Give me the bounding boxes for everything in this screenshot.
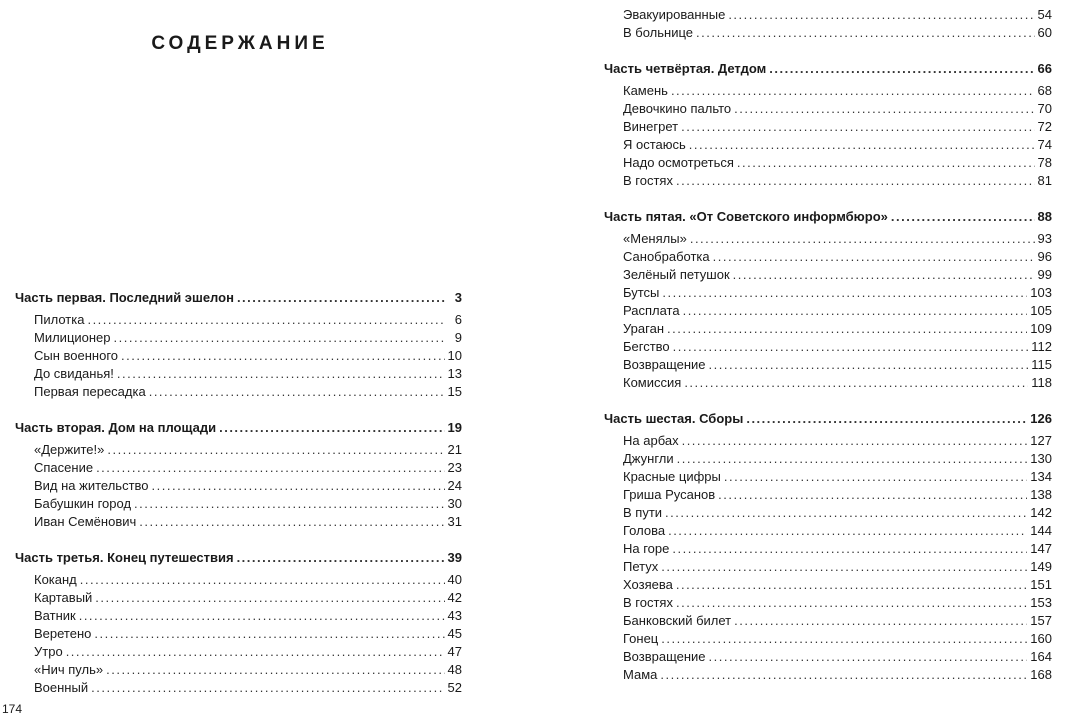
chapter-entry[interactable] — [604, 172, 1052, 190]
chapter-entry-page: 93 — [1037, 231, 1052, 246]
part-heading[interactable] — [604, 60, 1052, 78]
chapter-entry-title: Надо осмотреться — [623, 155, 734, 170]
dot-leader — [713, 248, 1035, 266]
dot-leader — [661, 558, 1027, 576]
chapter-entry[interactable] — [15, 625, 462, 643]
toc-part — [15, 419, 462, 531]
toc-right-column — [604, 6, 1052, 702]
chapter-entry[interactable] — [604, 136, 1052, 154]
chapter-entry-title: Банковский билет — [623, 613, 732, 628]
chapter-entry-page: 105 — [1030, 303, 1052, 318]
chapter-entry-title: Ураган — [623, 321, 664, 336]
chapter-entry[interactable] — [604, 648, 1052, 666]
chapter-entry-title: Красные цифры — [623, 469, 721, 484]
chapter-entry[interactable] — [604, 630, 1052, 648]
chapter-entry-title: Картавый — [34, 590, 93, 605]
dot-leader — [891, 208, 1035, 226]
chapter-entry-page: 115 — [1031, 357, 1052, 372]
chapter-entry-title: Коканд — [34, 572, 77, 587]
chapter-entry-title: «Держите!» — [34, 442, 105, 457]
chapter-entry-title: Веретено — [34, 626, 92, 641]
chapter-entry[interactable] — [604, 6, 1052, 24]
chapter-entry-title: Бабушкин город — [34, 496, 132, 511]
chapter-entry-title: До свиданья! — [34, 366, 114, 381]
dot-leader — [677, 450, 1028, 468]
chapter-entry-title: Первая пересадка — [34, 384, 146, 399]
toc-part — [15, 549, 462, 697]
chapter-entry[interactable] — [15, 383, 462, 401]
dot-leader — [152, 477, 445, 495]
part-heading-title: Часть шестая. Сборы — [604, 411, 744, 426]
chapter-entry[interactable] — [604, 594, 1052, 612]
dot-leader — [733, 266, 1035, 284]
toc-part — [604, 60, 1052, 190]
chapter-entry-title: В больнице — [623, 25, 694, 40]
chapter-entry-title: Мама — [623, 667, 658, 682]
part-heading-page: 66 — [1037, 61, 1052, 76]
chapter-entry[interactable] — [15, 347, 462, 365]
chapter-entry[interactable] — [604, 248, 1052, 266]
toc-part — [15, 289, 462, 401]
chapter-entry[interactable] — [15, 459, 462, 477]
dot-leader — [724, 468, 1027, 486]
chapter-entry-title: «Менялы» — [623, 231, 687, 246]
chapter-entry-page: 9 — [454, 330, 462, 345]
chapter-entry[interactable] — [604, 24, 1052, 42]
chapter-entry-title: Джунгли — [623, 451, 674, 466]
chapter-entry-page: 164 — [1030, 649, 1052, 664]
chapter-entry[interactable] — [604, 100, 1052, 118]
chapter-entry[interactable] — [604, 82, 1052, 100]
chapter-entry-page: 168 — [1030, 667, 1052, 682]
chapter-entry-title: Утро — [34, 644, 63, 659]
part-heading[interactable] — [15, 289, 462, 307]
toc-part — [604, 410, 1052, 684]
dot-leader — [737, 154, 1035, 172]
dot-leader — [665, 504, 1027, 522]
dot-leader — [709, 356, 1029, 374]
dot-leader — [95, 589, 444, 607]
chapter-entry[interactable] — [604, 154, 1052, 172]
dot-leader — [709, 648, 1028, 666]
chapter-entry[interactable] — [15, 679, 462, 697]
chapter-entry[interactable] — [604, 374, 1052, 392]
chapter-entry[interactable] — [15, 495, 462, 513]
chapter-entry-page: 142 — [1030, 505, 1052, 520]
chapter-entry-page: 118 — [1031, 375, 1052, 390]
chapter-entry[interactable] — [604, 612, 1052, 630]
chapter-entry-page: 144 — [1030, 523, 1052, 538]
chapter-entry-page: 112 — [1031, 339, 1052, 354]
chapter-entry-page: 21 — [447, 442, 462, 457]
dot-leader — [673, 338, 1029, 356]
dot-leader — [667, 320, 1027, 338]
chapter-entry-title: Вид на жительство — [34, 478, 149, 493]
dot-leader — [121, 347, 445, 365]
chapter-entry-page: 6 — [454, 312, 462, 327]
chapter-entry[interactable] — [15, 571, 462, 589]
dot-leader — [661, 630, 1027, 648]
chapter-entry-page: 70 — [1037, 101, 1052, 116]
part-heading-title: Часть первая. Последний эшелон — [15, 290, 234, 305]
chapter-entry-title: Девочкино пальто — [623, 101, 732, 116]
chapter-entry-title: Бегство — [623, 339, 670, 354]
dot-leader — [696, 24, 1035, 42]
dot-leader — [681, 118, 1034, 136]
chapter-entry-page: 15 — [447, 384, 462, 399]
dot-leader — [219, 419, 444, 437]
chapter-entry[interactable] — [604, 504, 1052, 522]
chapter-entry-page: 60 — [1037, 25, 1052, 40]
dot-leader — [668, 522, 1027, 540]
chapter-entry-page: 40 — [447, 572, 462, 587]
chapter-entry-title: На горе — [623, 541, 670, 556]
chapter-entry-title: Я остаюсь — [623, 137, 686, 152]
chapter-entry-page: 138 — [1030, 487, 1052, 502]
chapter-entry-title: Пилотка — [34, 312, 85, 327]
dot-leader — [734, 100, 1034, 118]
chapter-entry-page: 160 — [1030, 631, 1052, 646]
chapter-entry[interactable] — [15, 661, 462, 679]
dot-leader — [79, 607, 445, 625]
dot-leader — [94, 625, 444, 643]
dot-leader — [684, 374, 1028, 392]
chapter-entry-page: 30 — [447, 496, 462, 511]
chapter-entry-page: 153 — [1030, 595, 1052, 610]
chapter-entry-page: 74 — [1037, 137, 1052, 152]
dot-leader — [66, 643, 445, 661]
chapter-entry[interactable] — [604, 118, 1052, 136]
chapter-entry-page: 31 — [447, 514, 462, 529]
chapter-entry-page: 52 — [447, 680, 462, 695]
dot-leader — [117, 365, 445, 383]
chapter-entry-title: Хозяева — [623, 577, 673, 592]
chapter-entry-title: Сын военного — [34, 348, 119, 363]
chapter-entry-title: Расплата — [623, 303, 680, 318]
chapter-entry-page: 54 — [1037, 7, 1052, 22]
toc-part — [604, 208, 1052, 392]
chapter-entry-page: 99 — [1037, 267, 1052, 282]
dot-leader — [87, 311, 445, 329]
chapter-entry[interactable] — [15, 365, 462, 383]
chapter-entry[interactable] — [604, 266, 1052, 284]
chapter-entry-title: В пути — [623, 505, 663, 520]
part-heading[interactable] — [604, 208, 1052, 226]
chapter-entry-page: 68 — [1037, 83, 1052, 98]
chapter-entry-title: Спасение — [34, 460, 94, 475]
dot-leader — [91, 679, 444, 697]
dot-leader — [690, 230, 1035, 248]
chapter-entry-page: 42 — [447, 590, 462, 605]
chapter-entry-title: Зелёный петушок — [623, 267, 730, 282]
chapter-entry[interactable] — [15, 589, 462, 607]
part-heading-page: 3 — [454, 290, 462, 305]
page-number: 174 — [2, 702, 23, 716]
chapter-entry-page: 157 — [1030, 613, 1052, 628]
part-heading[interactable] — [15, 549, 462, 567]
part-heading-title: Часть четвёртая. Детдом — [604, 61, 767, 76]
chapter-entry-page: 10 — [447, 348, 462, 363]
part-heading[interactable] — [604, 410, 1052, 428]
chapter-entry-title: Гонец — [623, 631, 659, 646]
chapter-entry-page: 13 — [447, 366, 462, 381]
chapter-entry[interactable] — [15, 477, 462, 495]
chapter-entry-page: 96 — [1037, 249, 1052, 264]
chapter-entry[interactable] — [604, 230, 1052, 248]
part-heading-title: Часть вторая. Дом на площади — [15, 420, 217, 435]
chapter-entry[interactable] — [604, 468, 1052, 486]
chapter-entry[interactable] — [604, 320, 1052, 338]
dot-leader — [134, 495, 444, 513]
chapter-entry-title: Петух — [623, 559, 659, 574]
chapter-entry-title: Ватник — [34, 608, 76, 623]
chapter-entry-page: 103 — [1030, 285, 1052, 300]
chapter-entry-title: «Нич пуль» — [34, 662, 104, 677]
dot-leader — [746, 410, 1027, 428]
chapter-entry-page: 130 — [1030, 451, 1052, 466]
chapter-entry[interactable] — [15, 513, 462, 531]
part-heading-page: 88 — [1037, 209, 1052, 224]
dot-leader — [734, 612, 1027, 630]
chapter-entry[interactable] — [604, 302, 1052, 320]
right-page — [534, 0, 1068, 725]
chapter-entry[interactable] — [604, 338, 1052, 356]
chapter-entry[interactable] — [604, 356, 1052, 374]
dot-leader — [683, 302, 1028, 320]
dot-leader — [139, 513, 444, 531]
chapter-entry-title: Гриша Русанов — [623, 487, 716, 502]
chapter-entry[interactable] — [604, 486, 1052, 504]
dot-leader — [107, 441, 444, 459]
chapter-entry[interactable] — [604, 540, 1052, 558]
chapter-entry[interactable] — [604, 522, 1052, 540]
toc-left-column — [15, 289, 462, 715]
chapter-entry[interactable] — [15, 643, 462, 661]
chapter-entry-page: 134 — [1030, 469, 1052, 484]
chapter-entry-page: 78 — [1037, 155, 1052, 170]
dot-leader — [676, 594, 1027, 612]
dot-leader — [237, 289, 445, 307]
part-heading-title: Часть третья. Конец путешествия — [15, 550, 234, 565]
chapter-entry[interactable] — [15, 329, 462, 347]
part-heading-page: 126 — [1030, 411, 1052, 426]
dot-leader — [718, 486, 1027, 504]
dot-leader — [689, 136, 1035, 154]
chapter-entry-page: 72 — [1037, 119, 1052, 134]
chapter-entry-page: 24 — [447, 478, 462, 493]
chapter-entry-title: Иван Семёнович — [34, 514, 137, 529]
dot-leader — [676, 172, 1035, 190]
part-heading-title: Часть пятая. «От Советского информбюро» — [604, 209, 888, 224]
chapter-entry-page: 43 — [447, 608, 462, 623]
chapter-entry-title: На арбах — [623, 433, 679, 448]
part-heading-page: 39 — [447, 550, 462, 565]
chapter-entry[interactable] — [604, 284, 1052, 302]
chapter-entry-title: Комиссия — [623, 375, 682, 390]
dot-leader — [149, 383, 445, 401]
chapter-entry-title: Возвращение — [623, 649, 706, 664]
chapter-entry-title: Винегрет — [623, 119, 679, 134]
chapter-entry-page: 147 — [1030, 541, 1052, 556]
chapter-entry-title: В гостях — [623, 173, 673, 188]
chapter-entry-title: Милиционер — [34, 330, 111, 345]
dot-leader — [671, 82, 1035, 100]
chapter-entry[interactable] — [604, 558, 1052, 576]
part-heading-page: 19 — [447, 420, 462, 435]
dot-leader — [80, 571, 445, 589]
dot-leader — [662, 284, 1027, 302]
dot-leader — [114, 329, 445, 347]
chapter-entry-title: Военный — [34, 680, 89, 695]
dot-leader — [769, 60, 1034, 78]
chapter-entry-title: Камень — [623, 83, 668, 98]
dot-leader — [660, 666, 1027, 684]
page-title: СОДЕРЖАНИЕ — [151, 33, 329, 54]
chapter-entry-title: Санобработка — [623, 249, 710, 264]
chapter-entry-title: Голова — [623, 523, 666, 538]
chapter-entry-page: 151 — [1030, 577, 1052, 592]
chapter-entry-page: 23 — [447, 460, 462, 475]
part-heading[interactable] — [15, 419, 462, 437]
chapter-entry[interactable] — [15, 441, 462, 459]
chapter-entry[interactable] — [15, 607, 462, 625]
chapter-entry-page: 127 — [1030, 433, 1052, 448]
chapter-entry[interactable] — [604, 450, 1052, 468]
chapter-entry[interactable] — [604, 666, 1052, 684]
toc-carryover — [604, 6, 1052, 42]
chapter-entry-page: 47 — [447, 644, 462, 659]
dot-leader — [96, 459, 444, 477]
chapter-entry-page: 149 — [1030, 559, 1052, 574]
dot-leader — [106, 661, 444, 679]
chapter-entry-title: Бутсы — [623, 285, 660, 300]
chapter-entry-title: Эвакуированные — [623, 7, 726, 22]
chapter-entry-title: Возвращение — [623, 357, 706, 372]
chapter-entry-page: 45 — [447, 626, 462, 641]
dot-leader — [728, 6, 1034, 24]
chapter-entry[interactable] — [604, 576, 1052, 594]
dot-leader — [672, 540, 1027, 558]
dot-leader — [682, 432, 1028, 450]
chapter-entry-page: 109 — [1030, 321, 1052, 336]
dot-leader — [237, 549, 445, 567]
chapter-entry[interactable] — [15, 311, 462, 329]
chapter-entry-title: В гостях — [623, 595, 673, 610]
dot-leader — [676, 576, 1027, 594]
chapter-entry-page: 81 — [1037, 173, 1052, 188]
chapter-entry-page: 48 — [447, 662, 462, 677]
chapter-entry[interactable] — [604, 432, 1052, 450]
